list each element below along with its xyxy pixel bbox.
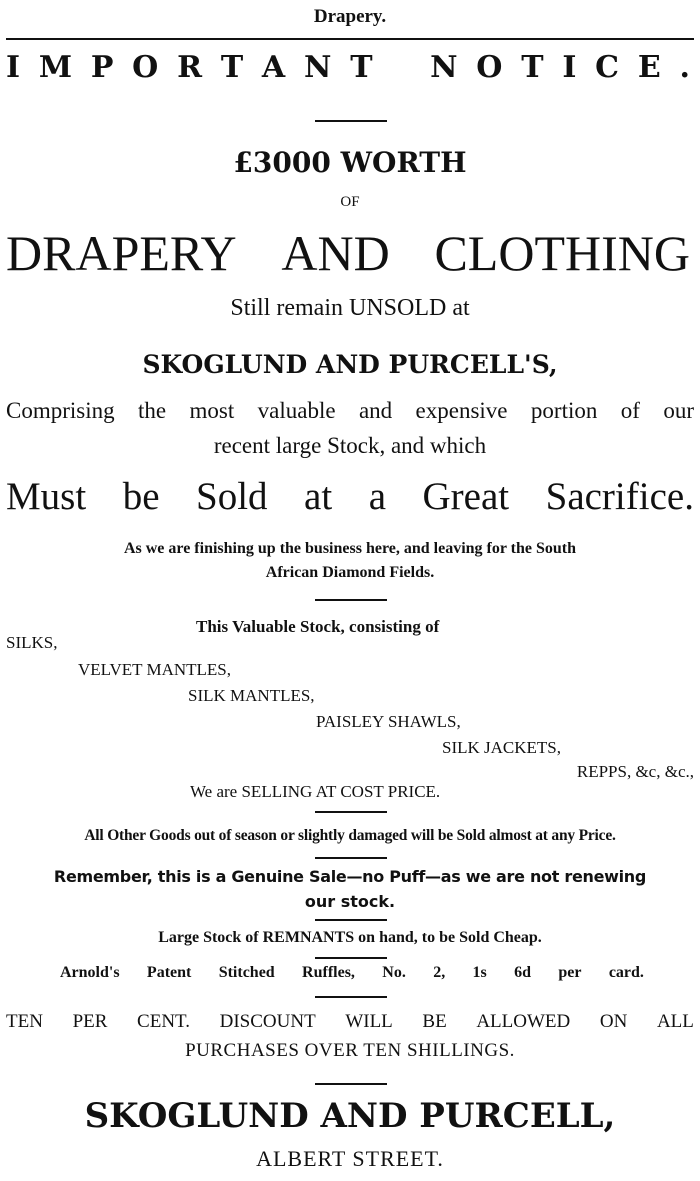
must-sell-line (6, 474, 694, 519)
valuable-stock-line: This Valuable Stock, consisting of (196, 617, 440, 636)
word: Comprising (6, 398, 115, 423)
goods-headline (6, 224, 690, 282)
word: expensive (415, 398, 508, 423)
word: 1s (472, 964, 487, 981)
word: ALL (656, 1011, 694, 1032)
firm-signature: SKOGLUND AND PURCELL, (84, 1096, 616, 1136)
finishing-line-1: As we are finishing up the business here, and leaving for the South (123, 540, 577, 557)
word: ALLOWED (476, 1011, 571, 1032)
stock-item: VELVET MANTLES, (78, 660, 231, 679)
headline-letter: I (562, 50, 577, 85)
goods-word: CLOTHING (434, 225, 690, 281)
word: at (304, 475, 333, 518)
cost-price-line: We are SELLING AT COST PRICE. (190, 782, 441, 801)
word: Sold (196, 475, 268, 518)
word: ON (599, 1011, 628, 1032)
headline-letter: I (6, 50, 21, 85)
street-address: ALBERT STREET. (256, 1146, 444, 1171)
headline-letter: T (521, 50, 544, 85)
word: our (663, 398, 694, 423)
headline-letter: O (132, 50, 159, 85)
headline-letter: T (350, 50, 373, 85)
word: be (122, 475, 160, 518)
word: PER (72, 1011, 108, 1032)
headline-letter: A (261, 50, 286, 85)
word: 6d (514, 964, 532, 981)
headline-letter: E (637, 50, 661, 85)
of-line: OF (340, 194, 360, 210)
headline-letter: R (177, 50, 203, 85)
finishing-line-2: African Diamond Fields. (265, 564, 435, 581)
word: BE (422, 1011, 447, 1032)
headline-letter: T (220, 50, 244, 85)
stock-item: SILKS, (6, 633, 58, 652)
stock-item: REPPS, &c, &c., (576, 762, 694, 781)
word: CENT. (137, 1011, 190, 1032)
remember-line-2: our stock. (304, 892, 396, 911)
firm-possessive: SKOGLUND AND PURCELL'S, (142, 350, 558, 379)
divider-rule (315, 120, 387, 122)
headline-letter: P (90, 50, 114, 85)
stock-item: SILK MANTLES, (188, 686, 315, 705)
headline-gap (391, 50, 411, 85)
word: Ruffles, (302, 964, 355, 981)
remember-line-1: Remember, this is a Genuine Sale—no Puff—as we are not renewing (53, 867, 647, 886)
headline-letter: C (595, 50, 620, 85)
headline-letter: O (476, 50, 503, 85)
divider-rule (315, 919, 387, 921)
word: Stitched (218, 964, 275, 981)
discount-line-2: PURCHASES OVER TEN SHILLINGS. (185, 1040, 515, 1061)
word: No. (382, 964, 406, 981)
word: Must (6, 475, 87, 518)
headline-letter: . (679, 50, 690, 85)
unsold-line: Still remain UNSOLD at (230, 295, 470, 321)
comprising-line-2: recent large Stock, and which (213, 433, 487, 458)
word: DISCOUNT (219, 1011, 316, 1032)
comprising-line-1 (6, 398, 694, 424)
goods-word: DRAPERY (6, 225, 237, 281)
amount-line: £3000 WORTH (233, 146, 467, 179)
word: Great (422, 475, 510, 518)
headline-letter: N (303, 50, 332, 85)
word: of (620, 398, 640, 423)
discount-line-1 (6, 1011, 694, 1033)
divider-rule (315, 857, 387, 859)
word: TEN (6, 1011, 43, 1032)
divider-rule (315, 811, 387, 813)
word: most (189, 398, 235, 423)
goods-word: AND (281, 225, 390, 281)
word: card. (608, 964, 644, 981)
word: WILL (345, 1011, 393, 1032)
headline (6, 50, 690, 85)
divider-rule (315, 996, 387, 998)
section-heading: Drapery. (313, 6, 387, 27)
word: portion (530, 398, 598, 423)
divider-rule (315, 1083, 387, 1085)
stock-item: PAISLEY SHAWLS, (316, 712, 461, 731)
word: the (138, 398, 167, 423)
word: valuable (257, 398, 336, 423)
divider-rule (315, 599, 387, 601)
word: per (558, 964, 582, 981)
word: Patent (146, 964, 192, 981)
headline-letter: N (430, 50, 458, 85)
other-goods-line: All Other Goods out of season or slightly damaged will be Sold almost at any Price. (84, 827, 616, 844)
top-rule (6, 38, 694, 40)
word: a (368, 475, 387, 518)
word: and (358, 398, 393, 423)
divider-rule (315, 957, 387, 959)
word: 2, (433, 964, 446, 981)
word: Arnold's (60, 964, 120, 981)
stock-item: SILK JACKETS, (442, 738, 562, 757)
word: Sacrifice. (545, 475, 694, 518)
remnants-line: Large Stock of REMNANTS on hand, to be Sold Cheap. (158, 929, 542, 946)
ruffles-line (60, 964, 644, 982)
headline-letter: M (38, 50, 73, 85)
